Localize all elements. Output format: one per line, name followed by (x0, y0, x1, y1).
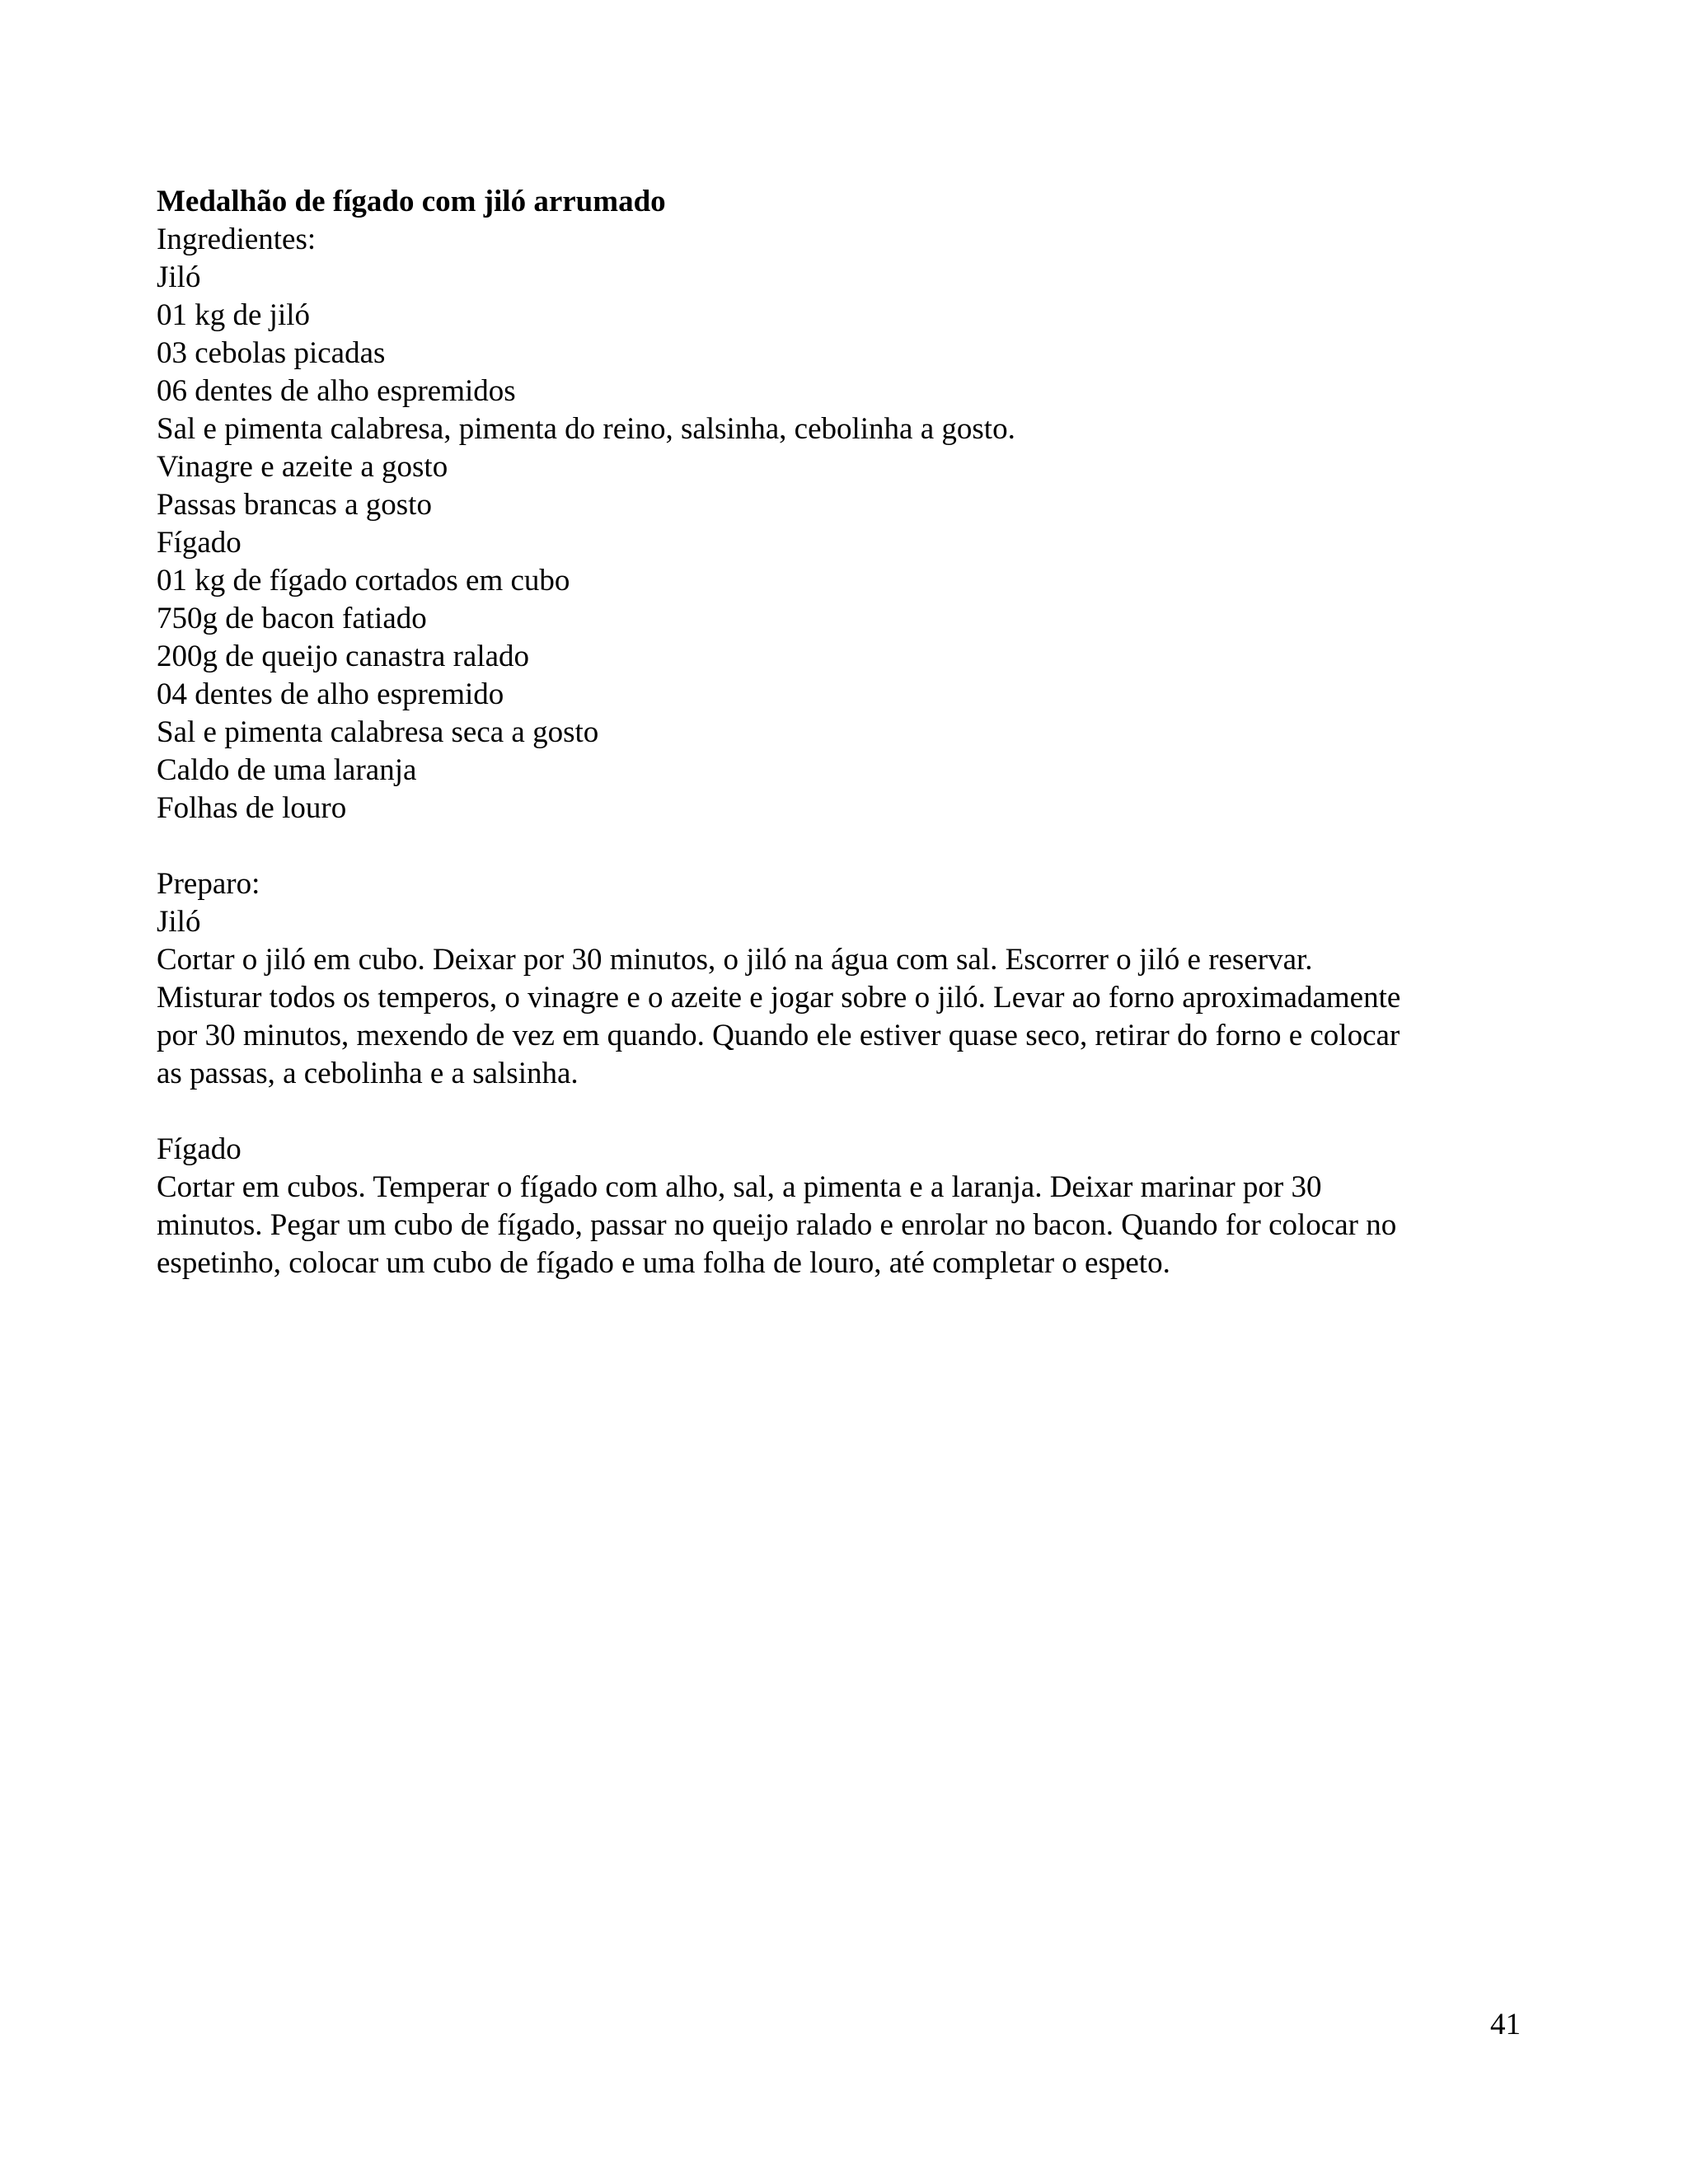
prep-jilo-text-line: por 30 minutos, mexendo de vez em quando. Quando ele estiver quase seco, retirar do forno e colocar (157, 1019, 1400, 1052)
prep-figado-text-line: Cortar em cubos. Temperar o fígado com alho, sal, a pimenta e a laranja. Deixar marinar por 30 (157, 1170, 1322, 1204)
preparation-heading: Preparo: (157, 867, 260, 901)
ingredient-item: 01 kg de jiló (157, 298, 311, 332)
prep-figado-text-line: minutos. Pegar um cubo de fígado, passar no queijo ralado e enrolar no bacon. Quando for colocar no (157, 1208, 1397, 1242)
ingredient-item: Folhas de louro (157, 791, 347, 825)
ingredient-item: 01 kg de fígado cortados em cubo (157, 564, 570, 598)
prep-jilo-text-line: Cortar o jiló em cubo. Deixar por 30 minutos, o jiló na água com sal. Escorrer o jiló e reservar. (157, 943, 1313, 977)
prep-figado-text-line: espetinho, colocar um cubo de fígado e uma folha de louro, até completar o espeto. (157, 1246, 1170, 1280)
ingredient-item: 750g de bacon fatiado (157, 602, 427, 635)
jilo-ingredients-heading: Jiló (157, 260, 201, 294)
page-number: 41 (1490, 2008, 1521, 2041)
prep-jilo-heading: Jiló (157, 905, 201, 939)
section-spacer (157, 827, 1541, 865)
ingredients-heading: Ingredientes: (157, 223, 316, 256)
ingredient-item: Passas brancas a gosto (157, 488, 432, 522)
prep-jilo-text-line: Misturar todos os temperos, o vinagre e o azeite e jogar sobre o jiló. Levar ao forno aproximadamente (157, 981, 1401, 1015)
ingredient-item: 03 cebolas picadas (157, 336, 386, 370)
figado-ingredients-heading: Fígado (157, 526, 241, 560)
ingredient-item: 04 dentes de alho espremido (157, 677, 504, 711)
ingredient-item: 200g de queijo canastra ralado (157, 640, 530, 673)
recipe-page (157, 183, 1541, 1282)
recipe-title: Medalhão de fígado com jiló arrumado (157, 185, 666, 218)
ingredient-item: 06 dentes de alho espremidos (157, 374, 516, 408)
ingredient-item: Caldo de uma laranja (157, 753, 417, 787)
prep-jilo-text-line: as passas, a cebolinha e a salsinha. (157, 1057, 579, 1090)
prep-figado-heading: Fígado (157, 1132, 241, 1166)
section-spacer (157, 1093, 1541, 1131)
ingredient-item: Vinagre e azeite a gosto (157, 450, 448, 484)
ingredient-item: Sal e pimenta calabresa, pimenta do reino, salsinha, cebolinha a gosto. (157, 412, 1015, 446)
ingredient-item: Sal e pimenta calabresa seca a gosto (157, 715, 599, 749)
